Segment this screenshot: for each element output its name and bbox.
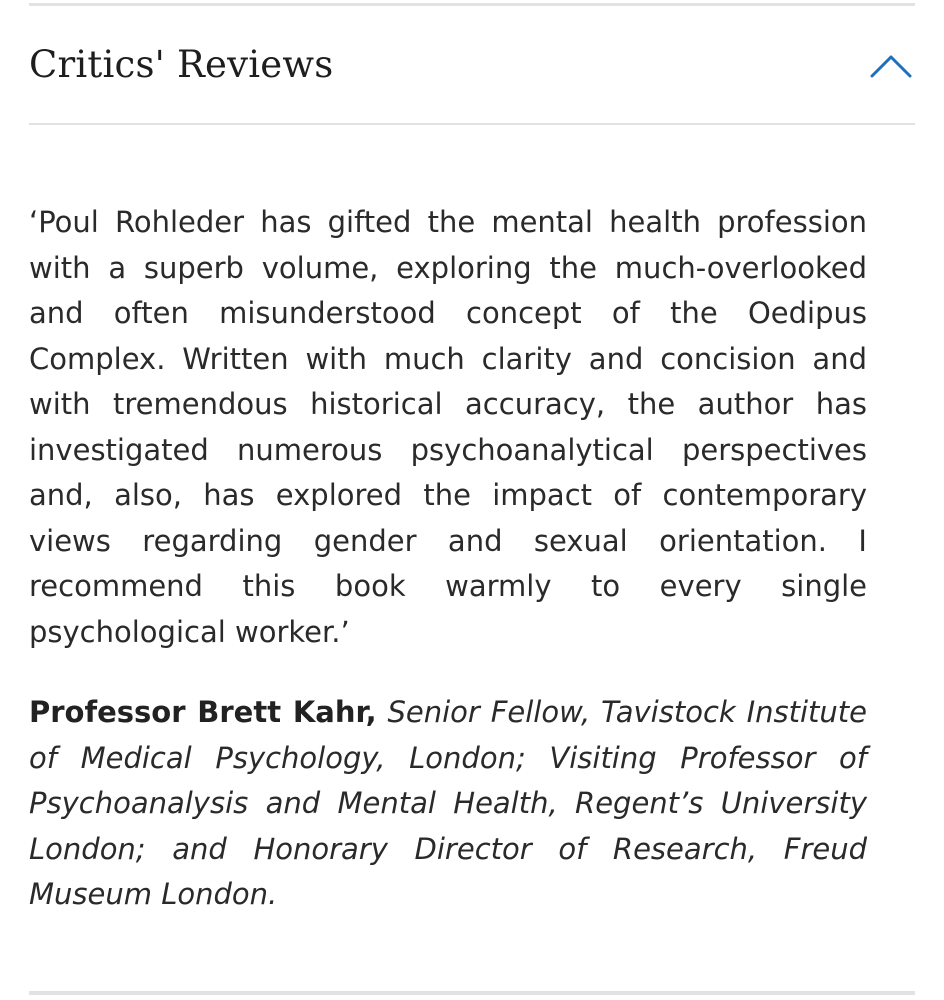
review-attribution xyxy=(29,690,867,918)
reviewer-name: Professor Brett Kahr, xyxy=(29,695,377,729)
chevron-up-icon xyxy=(869,50,913,80)
section-title: Critics' Reviews xyxy=(29,43,334,86)
review-content xyxy=(29,200,867,918)
header-divider xyxy=(29,123,915,125)
bottom-divider xyxy=(29,991,915,995)
collapse-toggle-button[interactable] xyxy=(869,50,913,80)
reviewer-credentials: Senior Fellow, Tavistock Institute of Medical Psychology, London; Visiting Professor of Psychoanalysis and Mental Health, Regent’s University London; and Honorary Director of Research, Freud Museum London. xyxy=(29,695,868,911)
review-quote: ‘Poul Rohleder has gifted the mental health profession with a superb volume, exploring the much-overlooked and often misunderstood concept of the Oedipus Complex. Written with much clarity and concision and with tremendous historical accuracy, the author has investigated numerous psychoanalytical perspectives and, also, has explored the impact of contemporary views regarding gender and sexual orientation. I recommend this book warmly to every single psychological worker.’ xyxy=(29,205,867,649)
critics-reviews-accordion-header[interactable] xyxy=(29,6,915,123)
